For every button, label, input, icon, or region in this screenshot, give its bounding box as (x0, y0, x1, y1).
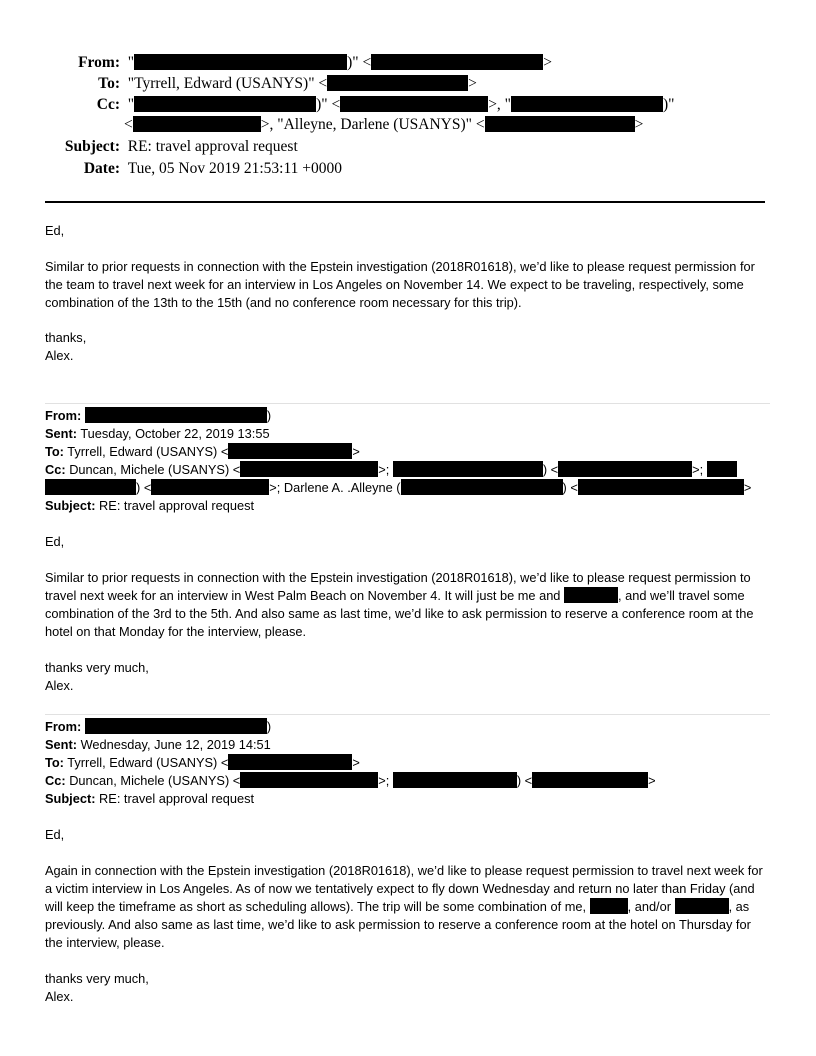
email-3-subject-row (45, 790, 254, 808)
to-value: Tyrrell, Edward (USANYS) < (67, 755, 229, 770)
cc-label: Cc: (96, 96, 120, 113)
email-3-sent-row (45, 736, 271, 754)
email-3-to-row: To: Tyrrell, Edward (USANYS) < > (45, 755, 360, 770)
redaction-block (134, 54, 347, 70)
redaction-block (45, 479, 136, 495)
redaction-block (590, 898, 628, 914)
redaction-block (393, 772, 517, 788)
email-2-cc-row-2: ) < >; Darlene A. .Alleyne ( ) < > (45, 479, 751, 497)
email-3-signoff: thanks very much, (45, 971, 149, 986)
to-value: Tyrrell, Edward (USANYS) < (67, 444, 229, 459)
email-2-subject-row (45, 497, 254, 515)
redaction-block (578, 479, 744, 495)
header-date-row (45, 160, 342, 178)
subject-value: RE: travel approval request (99, 791, 255, 806)
date-label: Date: (83, 160, 120, 177)
email-2-signature: Alex. (45, 678, 74, 693)
sent-value: Tuesday, October 22, 2019 13:55 (80, 426, 270, 441)
redaction-block (340, 96, 488, 112)
header-cc-row: Cc: " )" < >, " )" (45, 96, 675, 114)
redaction-block (133, 116, 261, 132)
redaction-block (240, 772, 378, 788)
email-3-signature: Alex. (45, 989, 74, 1004)
email-2-cc-row: Cc: Duncan, Michele (USANYS) < >; ) < >; (45, 461, 737, 479)
header-from-row: From: " )" < > (45, 54, 552, 72)
from-label: From: (45, 408, 82, 423)
email-2-sent-row (45, 425, 270, 443)
redaction-block (151, 479, 269, 495)
redaction-block (327, 75, 468, 91)
cc-alleyne: >, "Alleyne, Darlene (USANYS)" < (260, 116, 485, 133)
redaction-block (228, 443, 352, 459)
redaction-block (532, 772, 648, 788)
subject-value: RE: travel approval request (99, 498, 255, 513)
redaction-block (393, 461, 543, 477)
header-subject-row (45, 138, 298, 156)
subject-label: Subject: (64, 138, 120, 155)
header-cc-row-2: < >, "Alleyne, Darlene (USANYS)" < > (124, 116, 644, 133)
email-separator (45, 714, 770, 715)
subject-label: Subject: (45, 498, 96, 513)
sent-value: Wednesday, June 12, 2019 14:51 (80, 737, 271, 752)
date-value: Tue, 05 Nov 2019 21:53:11 +0000 (127, 160, 343, 177)
subject-label: Subject: (45, 791, 96, 806)
to-label: To: (45, 755, 64, 770)
from-label: From: (45, 719, 82, 734)
redaction-block (558, 461, 692, 477)
email-2-greeting: Ed, (45, 534, 65, 549)
to-value: "Tyrrell, Edward (USANYS)" < (127, 75, 328, 92)
email-3-from-row: From: ) (45, 719, 272, 734)
cc-label: Cc: (45, 773, 66, 788)
email-separator (45, 403, 770, 404)
redaction-block (85, 718, 267, 734)
cc-value: Duncan, Michele (USANYS) < (69, 773, 241, 788)
email-1-greeting: Ed, (45, 223, 65, 238)
cc-darlene: >; Darlene A. .Alleyne ( (269, 480, 401, 495)
email-2-body: Similar to prior requests in connection with the Epstein investigation (2018R01618), we’d like to please request permission to travel next week for an interview in West Palm Beach on November 4. It will just be me and , and we’ll travel some combination of the 3rd to the 5th. And also same as last time, we’d like to ask permission to reserve a conference room at the hotel on that Monday for the interview, please. (45, 570, 754, 639)
redaction-block (707, 461, 737, 477)
to-label: To: (98, 75, 120, 92)
redaction-block (485, 116, 635, 132)
email-1-body: Similar to prior requests in connection with the Epstein investigation (2018R01618), we’d like to please request permission for the team to travel next week for an interview in Los Angeles on November 14. We expect to be traveling, respectively, some combination of the 13th to the 15th (and no conference room necessary for this trip). (45, 259, 755, 310)
sent-label: Sent: (45, 737, 77, 752)
header-divider (45, 201, 765, 203)
email-2-from-row: From: ) (45, 408, 272, 423)
redaction-block (371, 54, 543, 70)
cc-label: Cc: (45, 462, 66, 477)
redaction-block (675, 898, 729, 914)
email-3-cc-row: Cc: Duncan, Michele (USANYS) < >; ) < > (45, 773, 656, 788)
redaction-block (401, 479, 563, 495)
from-label: From: (78, 54, 120, 71)
cc-value: Duncan, Michele (USANYS) < (69, 462, 241, 477)
redaction-block (228, 754, 352, 770)
email-1-signature: Alex. (45, 348, 74, 363)
to-label: To: (45, 444, 64, 459)
email-3-greeting: Ed, (45, 827, 65, 842)
redaction-block (85, 407, 267, 423)
email-2-signoff: thanks very much, (45, 660, 149, 675)
email-2-to-row: To: Tyrrell, Edward (USANYS) < > (45, 444, 360, 459)
email-3-body: Again in connection with the Epstein investigation (2018R01618), we’d like to please request permission to travel next week for a victim interview in Los Angeles. As of now we tentatively expect to fly down Wednesday and return no later than Friday (and will keep the timeframe as short as scheduling allows). The trip will be some combination of me, , and/or , as previously. And also same as last time, we’d like to ask permission to reserve a conference room at the hotel on Thursday for the interview, please. (45, 863, 763, 950)
redaction-block (564, 587, 618, 603)
header-to-row: To: "Tyrrell, Edward (USANYS)" < > (45, 75, 477, 93)
sent-label: Sent: (45, 426, 77, 441)
subject-value: RE: travel approval request (127, 138, 298, 155)
email-1-signoff: thanks, (45, 330, 87, 345)
redaction-block (511, 96, 663, 112)
redaction-block (240, 461, 378, 477)
redaction-block (134, 96, 316, 112)
